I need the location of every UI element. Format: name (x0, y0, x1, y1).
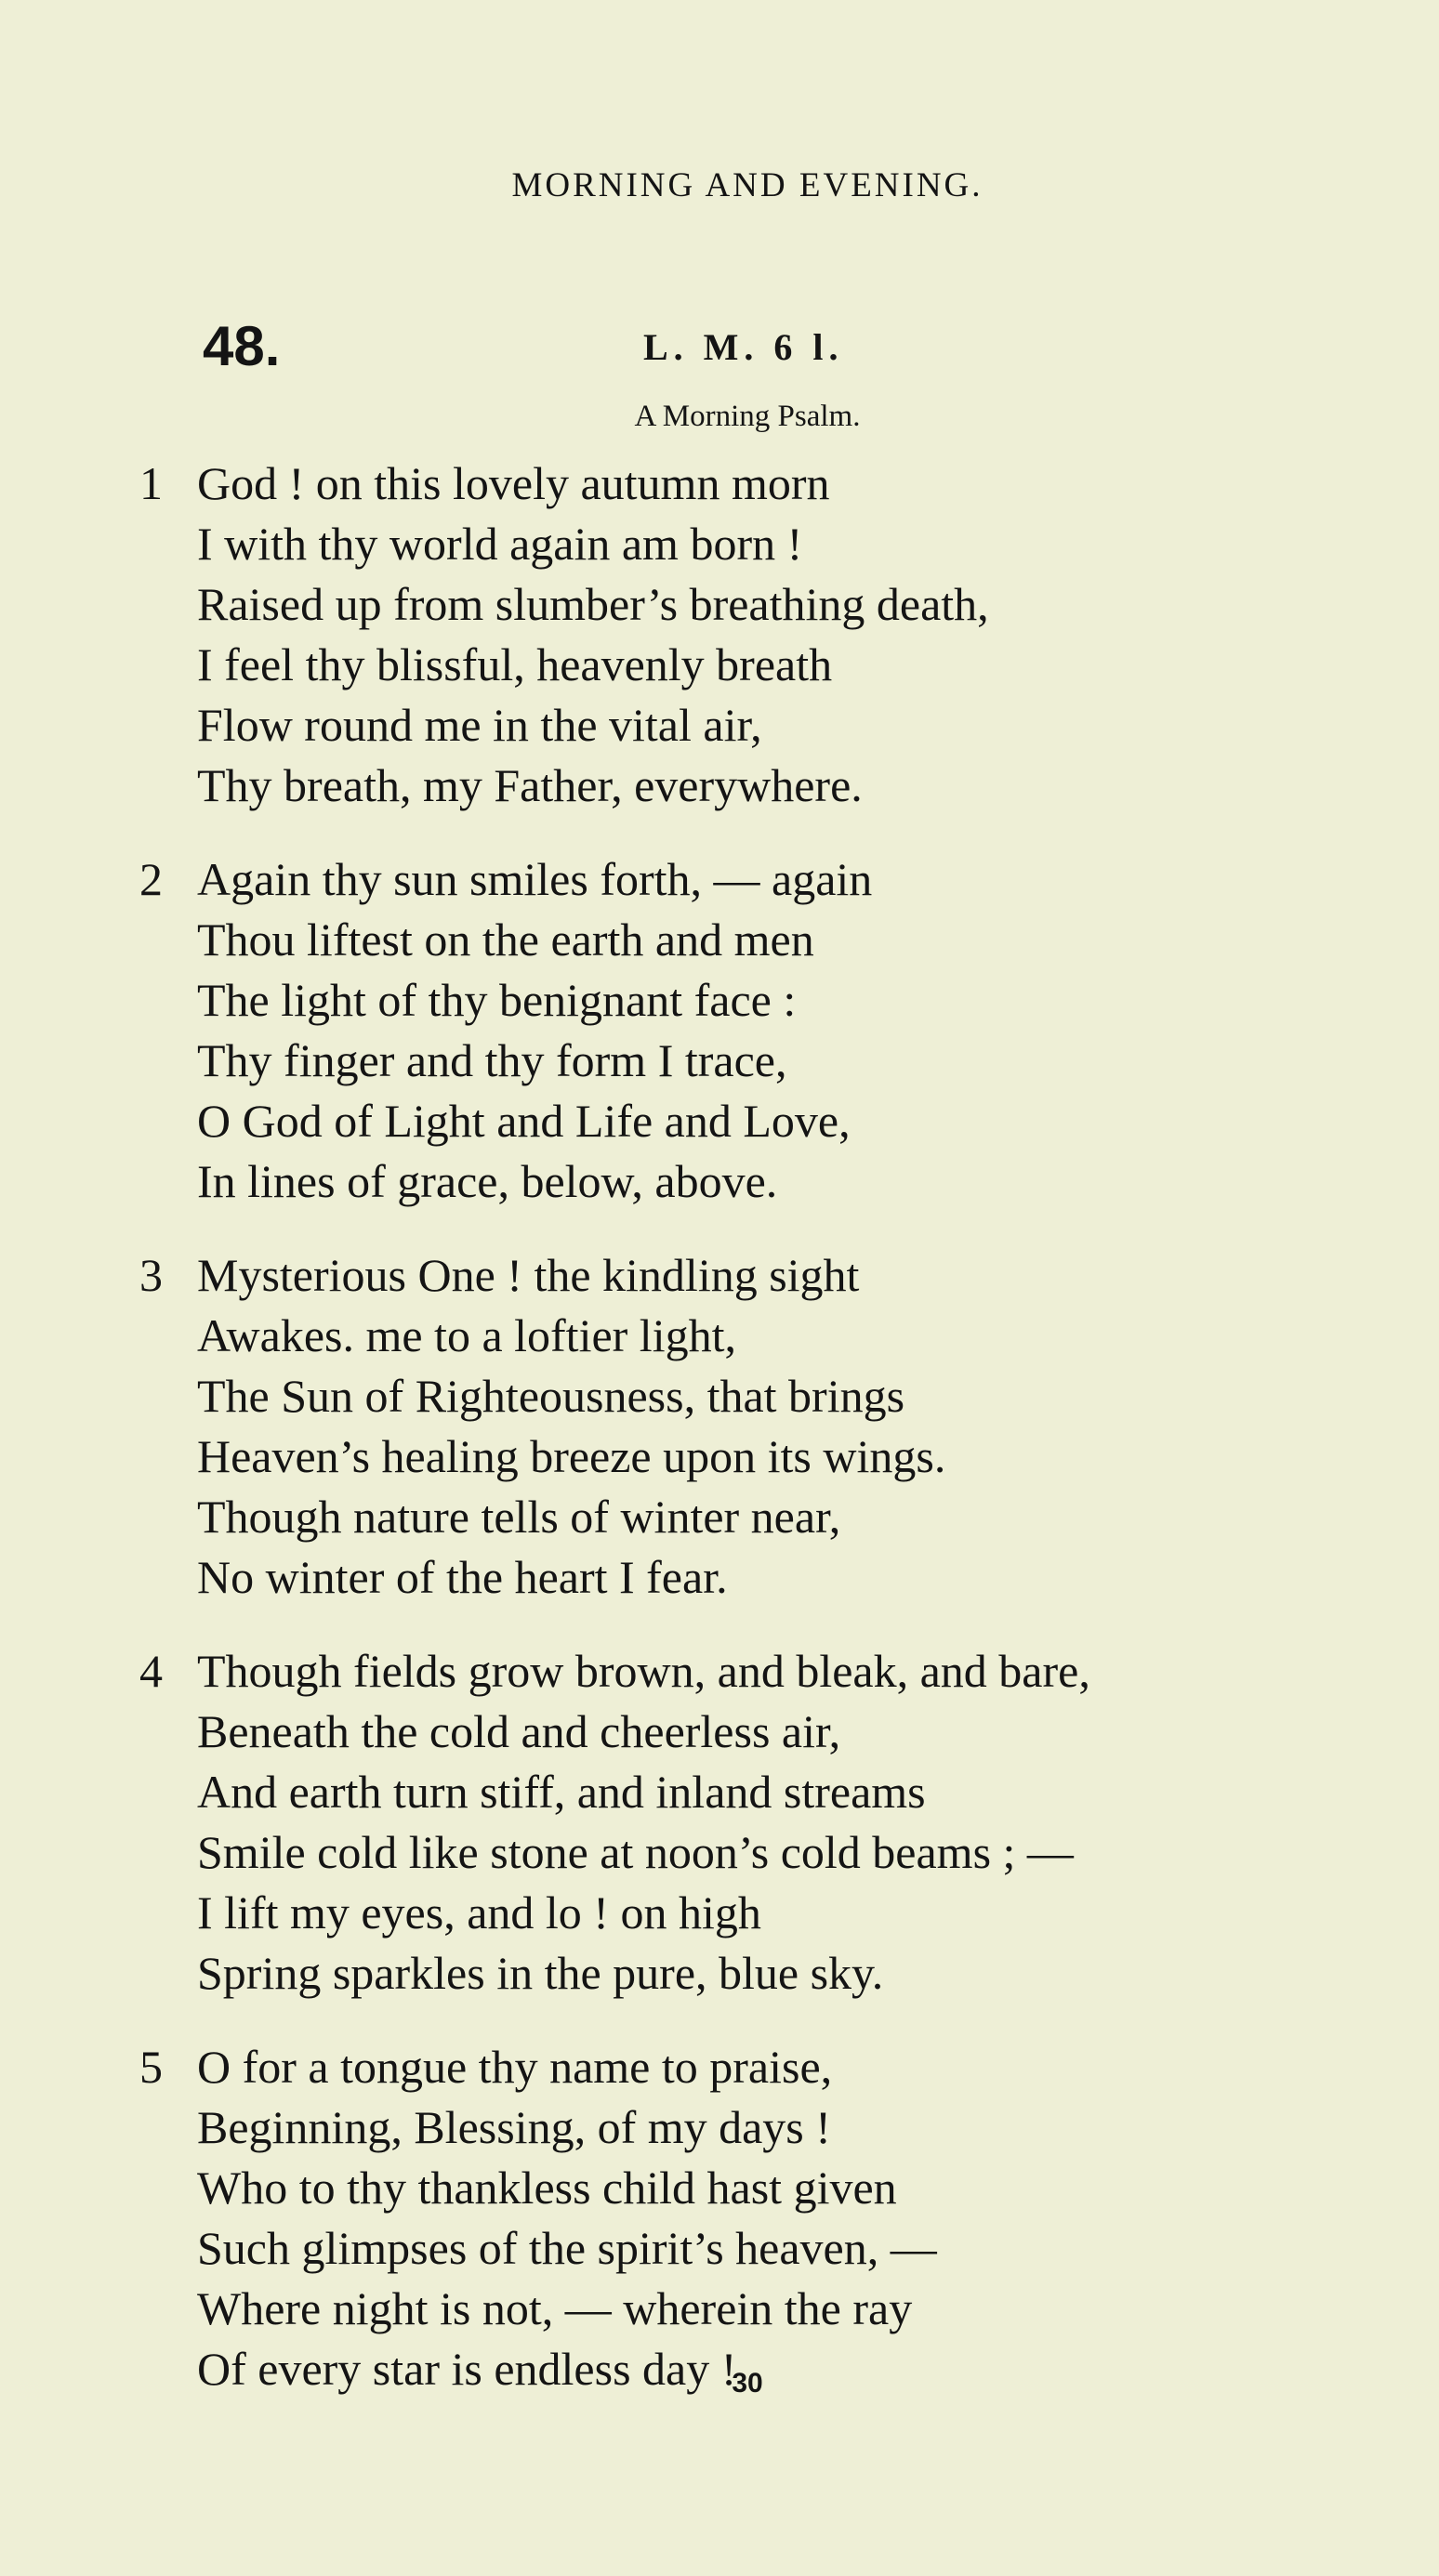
verse-3 (0, 1245, 1439, 1608)
verse-1 (0, 453, 1439, 816)
verse-line: Raised up from slumber’s breathing death, (197, 578, 989, 630)
verse-number: 3 (139, 1249, 163, 1301)
verse-line: Thou liftest on the earth and men (197, 913, 814, 966)
verse-line: And earth turn stiff, and inland streams (197, 1766, 926, 1818)
verse-line: Though nature tells of winter near, (197, 1491, 841, 1543)
verse-line: Of every star is endless day ! (197, 2343, 737, 2395)
hymn-number: 48. (203, 315, 281, 377)
verses (0, 453, 1439, 2433)
running-head: MORNING AND EVENING. (511, 166, 984, 204)
verse-line: In lines of grace, below, above. (197, 1155, 778, 1207)
verse-line: Flow round me in the vital air, (197, 699, 762, 751)
verse-line: Smile cold like stone at noon’s cold beams ; — (197, 1826, 1074, 1878)
verse-line: Who to thy thankless child hast given (197, 2162, 897, 2214)
verse-line: O for a tongue thy name to praise, (197, 2041, 833, 2093)
verse-line: Awakes. me to a loftier light, (197, 1309, 736, 1361)
verse-line: Though fields grow brown, and bleak, and bare, (197, 1645, 1090, 1697)
hymn-title: A Morning Psalm. (634, 400, 861, 433)
verse-line: No winter of the heart I fear. (197, 1551, 728, 1603)
verse-number: 1 (139, 457, 163, 509)
verse-line: O God of Light and Life and Love, (197, 1095, 851, 1147)
verse-line: Beginning, Blessing, of my days ! (197, 2101, 831, 2153)
verse-line: Beneath the cold and cheerless air, (197, 1705, 841, 1757)
verse-4 (0, 1641, 1439, 2004)
verse-line: Thy finger and thy form I trace, (197, 1034, 787, 1086)
verse-line: Again thy sun smiles forth, — again (197, 853, 873, 905)
verse-line: Where night is not, — wherein the ray (197, 2282, 913, 2334)
verse-line: The light of thy benignant face : (197, 974, 797, 1026)
page-number: 30 (732, 2368, 763, 2399)
verse-line: Mysterious One ! the kindling sight (197, 1249, 860, 1301)
verse-line: Thy breath, my Father, everywhere. (197, 759, 863, 811)
verse-5 (0, 2037, 1439, 2399)
verse-line: God ! on this lovely autumn morn (197, 457, 830, 509)
verse-line: I lift my eyes, and lo ! on high (197, 1886, 761, 1939)
verse-2 (0, 849, 1439, 1212)
verse-line: I with thy world again am born ! (197, 518, 803, 570)
verse-line: Heaven’s healing breeze upon its wings. (197, 1430, 946, 1482)
verse-line: I feel thy blissful, heavenly breath (197, 638, 833, 690)
verse-number: 2 (139, 853, 163, 905)
verse-line: The Sun of Righteousness, that brings (197, 1370, 905, 1422)
verse-number: 4 (139, 1645, 163, 1697)
verse-number: 5 (139, 2041, 163, 2093)
verse-line: Such glimpses of the spirit’s heaven, — (197, 2222, 937, 2274)
hymn-meter: L. M. 6 l. (643, 326, 844, 368)
verse-line: Spring sparkles in the pure, blue sky. (197, 1947, 884, 1999)
